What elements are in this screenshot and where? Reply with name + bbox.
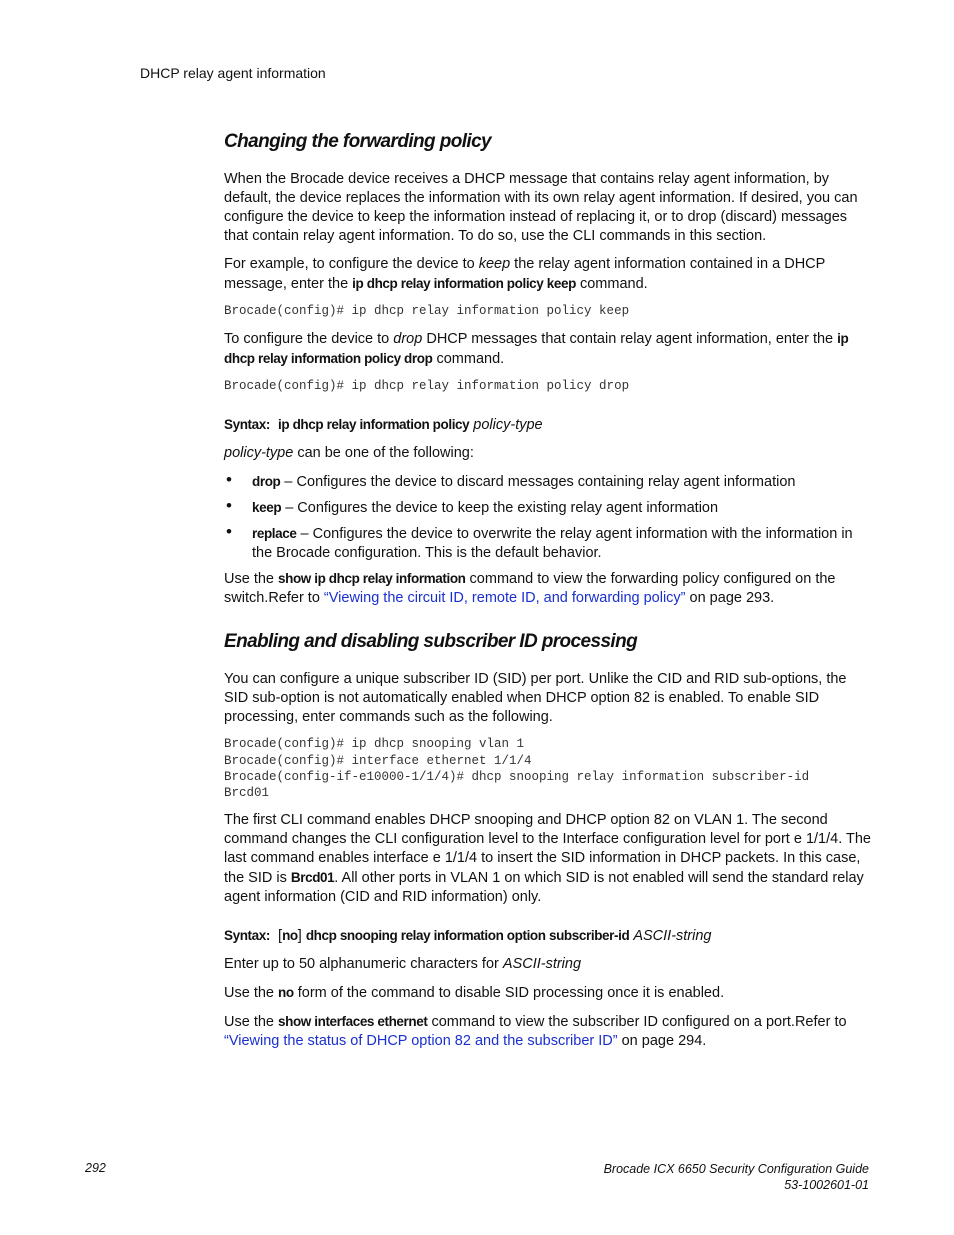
list-item: • drop – Configures the device to discard messages containing relay agent information — [226, 470, 796, 491]
doc-number: 53-1002601-01 — [784, 1178, 869, 1192]
code-block: Brocade(config)# ip dhcp relay information policy keep — [224, 304, 630, 318]
paragraph: For example, to configure the device to keep the relay agent information contained in a DHCP message, enter the ip dhcp relay information policy keep command. — [224, 256, 826, 292]
code-block: Brocade(config)# ip dhcp relay information policy drop — [224, 379, 630, 394]
paragraph: Use the show interfaces ethernet command to view the subscriber ID configured on a port.Refer to “Viewing the status of DHCP option 82 and the subscriber ID” on page 294. — [224, 1014, 847, 1050]
policy-type-list — [224, 472, 874, 563]
paragraph: The first CLI command enables DHCP snooping and DHCP option 82 on VLAN 1. The second command changes the CLI configuration level to the Interface configuration level for port e 1/1/4. The last command enables interface e 1/1/4 to insert the SID information in DHCP packets. In this case, the SID is Brcd01. All other ports in VLAN 1 on which SID is not enabled will send the standard relay agent information (CID and RID information) only. — [224, 812, 871, 906]
footer-info — [604, 1161, 869, 1193]
bullet-icon: • — [226, 470, 232, 490]
syntax-line: Syntax: ip dhcp relay information policy policy-type — [224, 417, 543, 434]
guide-title: Brocade ICX 6650 Security Configuration Guide — [603, 1162, 869, 1176]
section-title-subscriber-id: Enabling and disabling subscriber ID processing — [224, 631, 638, 653]
bullet-icon: • — [226, 496, 232, 516]
cross-reference-link[interactable]: “Viewing the status of DHCP option 82 and the subscriber ID” — [224, 1033, 618, 1050]
paragraph: Use the no form of the command to disable SID processing once it is enabled. — [224, 985, 725, 1002]
running-head: DHCP relay agent information — [140, 65, 326, 81]
code-block: Brocade(config)# ip dhcp snooping vlan 1 Brocade(config)# interface ethernet 1/1/4 Brocade(config-if-e10000-1/1/4)# dhcp snooping relay information subscriber-id Brcd01 — [224, 737, 810, 801]
paragraph: Use the show ip dhcp relay information command to view the forwarding policy configured on the switch.Refer to “Viewing the circuit ID, remote ID, and forwarding policy” on page 293. — [224, 571, 836, 607]
syntax-line: Syntax: [no] dhcp snooping relay information option subscriber-id ASCII-string — [224, 928, 712, 945]
list-item: • keep – Configures the device to keep the existing relay agent information — [226, 496, 719, 517]
paragraph: To configure the device to drop DHCP messages that contain relay agent information, enter the ip dhcp relay information policy drop command. — [224, 331, 849, 368]
paragraph: When the Brocade device receives a DHCP message that contains relay agent information, by default, the device replaces the information with its own relay agent information. If desired, you can configure the device to keep the information instead of replacing it, or to drop (discard) messages that contain relay agent information. To do so, use the CLI commands in this section. — [224, 171, 858, 244]
section-title-forwarding-policy: Changing the forwarding policy — [224, 131, 492, 152]
cross-reference-link[interactable]: “Viewing the circuit ID, remote ID, and forwarding policy” — [323, 590, 686, 607]
bullet-icon: • — [226, 522, 232, 542]
inline-command: ip dhcp relay information policy drop — [224, 331, 849, 367]
page-content — [224, 128, 874, 1060]
inline-command: ip dhcp relay information policy keep — [352, 276, 576, 291]
paragraph: Enter up to 50 alphanumeric characters for ASCII-string — [224, 956, 582, 973]
list-item: • replace – Configures the device to overwrite the relay agent information with the information in the Brocade configuration. This is the default behavior. — [226, 522, 853, 562]
paragraph: policy-type can be one of the following: — [224, 445, 474, 462]
paragraph: You can configure a unique subscriber ID (SID) per port. Unlike the CID and RID sub-options, the SID sub-option is not automatically enabled when DHCP option 82 is enabled. To enable SID processing, enter commands such as the following. — [224, 671, 847, 726]
page-number: 292 — [85, 1161, 106, 1175]
